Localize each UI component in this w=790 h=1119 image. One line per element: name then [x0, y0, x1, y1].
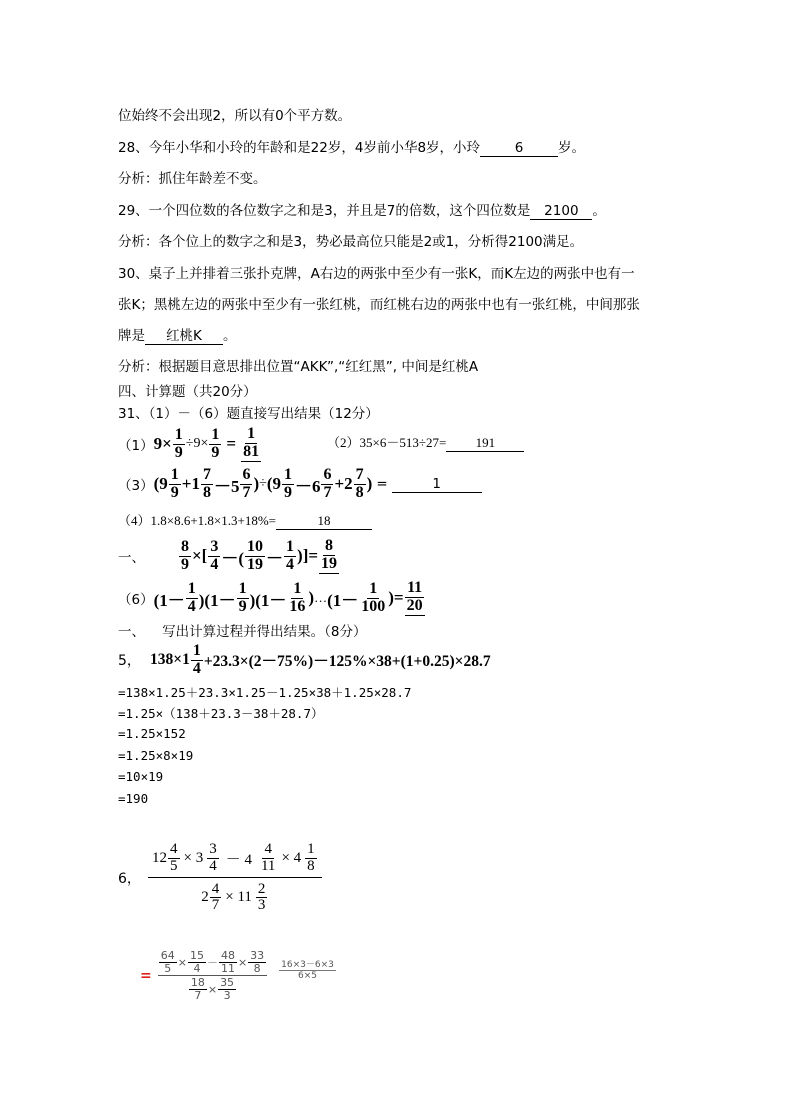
- fraction: [354, 467, 366, 502]
- numerator: 1: [192, 641, 201, 659]
- numerator: 18: [190, 976, 205, 990]
- denominator: 9: [181, 555, 189, 573]
- calc-2: [327, 432, 524, 452]
- numerator: 1: [187, 579, 196, 597]
- denominator: 11: [220, 961, 235, 975]
- denominator: 4: [210, 555, 219, 573]
- denominator: 7: [323, 483, 332, 501]
- answer-text: 191: [475, 435, 496, 450]
- item-label: 一、: [118, 550, 145, 566]
- problem-5: [118, 640, 491, 680]
- answer-fraction: [241, 426, 261, 462]
- calc-5: [118, 534, 340, 578]
- denominator: 3: [223, 988, 231, 1002]
- numerator: 4: [211, 880, 220, 897]
- math-expression: (1－ $\frac{1}{4}$ )(1－ $\frac{1}{9}$ )(1－ $\frac{1}{16}$ ) … (1－ $\frac{1}{100}$ )= $\frac{11}{20}$: [153, 579, 423, 615]
- numerator: 1: [293, 579, 302, 597]
- numerator: 6: [242, 465, 251, 483]
- denominator: 9: [238, 597, 247, 615]
- item-label: 6，: [118, 871, 141, 887]
- numerator: 2: [257, 880, 266, 897]
- fraction: [219, 950, 237, 974]
- main-denominator: [201, 878, 268, 915]
- answer-blank: [480, 140, 558, 157]
- fraction: [201, 467, 213, 502]
- item-label: （3）: [118, 478, 154, 494]
- denominator: 5: [170, 857, 178, 874]
- denominator: 9: [174, 443, 183, 461]
- math-expression: [150, 643, 491, 678]
- math-expression: (9 $\frac{1}{9}$ +1 $\frac{7}{8}$ －5 $\frac{6}{7}$ ) ÷ (9 $\frac{1}{9}$ －6 $\frac{6}{7}$ +2 $\frac{7}{8}$ ): [153, 465, 373, 501]
- question-text: 28、今年小华和小玲的年龄和是22岁，4岁前小华8岁，小玲: [118, 140, 481, 156]
- fraction: [207, 842, 219, 875]
- numerator: 1: [238, 579, 247, 597]
- fraction: [159, 950, 177, 974]
- question-29: [118, 199, 606, 220]
- fraction: [256, 882, 268, 915]
- math-term: 12: [152, 849, 167, 866]
- numerator: 8: [325, 537, 334, 555]
- numerator: 1: [174, 425, 183, 443]
- denominator: 7: [211, 897, 220, 914]
- answer-fraction: [319, 538, 339, 574]
- math-term: 9×: [153, 434, 172, 453]
- item-label: （6）: [118, 592, 154, 608]
- numerator: 7: [355, 465, 364, 483]
- denominator: $\frac{18}{7}$ × $\frac{35}{3}$: [190, 976, 235, 1002]
- numerator: 1: [286, 537, 295, 555]
- solution-step: =190: [118, 791, 149, 806]
- section-heading: 四、计算题（共20分）: [118, 384, 257, 400]
- denominator: 20: [406, 597, 423, 614]
- math-expression: $\frac{8}{9}$ ×[ $\frac{3}{4}$ －( $\frac{10}{19}$ － $\frac{1}{4}$ )]= $\frac{8}{19}$: [181, 537, 338, 573]
- side-note-fraction: [279, 957, 336, 981]
- fraction: [284, 539, 296, 574]
- denominator: 4: [193, 961, 201, 975]
- fraction: [179, 539, 191, 574]
- answer-blank: [145, 324, 223, 345]
- numerator: 1: [307, 841, 315, 857]
- denominator: 4: [286, 555, 295, 573]
- section-heading: 一、 写出计算过程并得出结果。（8分）: [118, 624, 367, 640]
- fraction: [186, 581, 198, 616]
- answer-blank: [392, 476, 482, 493]
- calc-4: [118, 510, 372, 530]
- denominator: 4: [187, 597, 196, 615]
- fraction: [210, 882, 222, 915]
- solution-step: =1.25×（138＋23.3－38＋28.7）: [118, 706, 324, 721]
- fraction: [168, 842, 180, 875]
- analysis-29: 分析：各个位上的数字之和是3，势必最高位只能是2或1，分析得2100满足。: [118, 234, 584, 250]
- answer-blank: [446, 435, 524, 452]
- answer-text: 红桃K: [166, 328, 202, 344]
- equals-sign: =: [376, 476, 388, 492]
- fraction: [305, 842, 317, 875]
- fraction: [189, 977, 207, 1001]
- denominator: 5: [164, 961, 172, 975]
- item-text: （4）1.8×8.6+1.8×1.3+18%=: [118, 513, 276, 528]
- text-line: 位始终不会出现2，所以有0个平方数。: [118, 108, 352, 124]
- fraction: [240, 467, 252, 502]
- solution-step: =1.25×152: [118, 726, 186, 741]
- numerator: 8: [181, 537, 189, 555]
- fraction: [259, 842, 277, 875]
- solution-step: =10×19: [118, 769, 164, 784]
- problem-6-fraction: [148, 842, 322, 914]
- denominator: 8: [355, 483, 364, 501]
- denominator: 11: [260, 857, 276, 874]
- question-28: [118, 136, 585, 157]
- math-term: × 4: [281, 849, 302, 866]
- analysis-30: 分析：根据题目意思排出位置“AKK”,“红红黑”, 中间是红桃A: [118, 359, 479, 375]
- denominator: 4: [209, 857, 217, 874]
- denominator: 19: [321, 555, 338, 572]
- question-30-line3: [118, 324, 237, 345]
- denominator: 6×5: [298, 970, 318, 981]
- math-term: 2: [201, 889, 209, 906]
- math-term: ÷9×: [185, 436, 209, 451]
- solution-step: =1.25×8×19: [118, 748, 194, 763]
- question-31: 31、（1）－（6）题直接写出结果（12分）: [118, 406, 379, 422]
- denominator: 7: [242, 483, 251, 501]
- denominator: 3: [257, 897, 266, 914]
- item-label: 5，: [118, 653, 141, 669]
- fraction: [245, 539, 265, 574]
- numerator: 3: [209, 841, 217, 857]
- answer-blank: [276, 513, 372, 530]
- math-term: － 4: [225, 851, 252, 868]
- math-term: × 11: [225, 889, 252, 906]
- math-term: × 3: [183, 849, 204, 866]
- denominator: 19: [247, 555, 264, 573]
- numerator: 15: [189, 949, 204, 962]
- fraction: [282, 467, 294, 502]
- numerator: 64: [160, 949, 175, 962]
- question-text: 岁。: [558, 140, 586, 156]
- solution-step: =138×1.25＋23.3×1.25－1.25×38＋1.25×28.7: [118, 685, 412, 700]
- problem-6-answer: [140, 950, 336, 1001]
- ellipsis: …: [314, 590, 328, 605]
- answer-blank: [530, 203, 592, 220]
- question-text: 29、一个四位数的各位数字之和是3，并且是7的倍数，这个四位数是: [118, 203, 531, 219]
- numerator: 1: [170, 465, 179, 483]
- denominator: 8: [202, 483, 211, 501]
- numerator: 1: [247, 425, 256, 443]
- numerator: 33: [250, 949, 265, 962]
- question-30-line2: 张K；黑桃左边的两张中至少有一张红桃，而红桃右边的两张中也有一张红桃，中间那张: [118, 297, 640, 313]
- question-text: 。: [223, 328, 237, 344]
- fraction: [248, 950, 266, 974]
- answer-fraction: [158, 950, 267, 1001]
- fraction: [218, 977, 236, 1001]
- numerator: 10: [247, 537, 264, 555]
- denominator: 4: [192, 659, 201, 677]
- fraction: [209, 427, 221, 462]
- numerator: 11: [407, 579, 423, 597]
- analysis-28: 分析：抓住年龄差不变。: [118, 171, 267, 187]
- numerator: 16×3－6×3: [279, 957, 336, 971]
- denominator: 81: [243, 443, 260, 460]
- fraction: [208, 539, 220, 574]
- denominator: 16: [289, 597, 306, 615]
- item-label: （1）: [118, 438, 154, 454]
- answer-text: 1: [432, 475, 441, 492]
- question-30-line1: 30、桌子上并排着三张扑克牌，A右边的两张中至少有一张K，而K左边的两张中也有一: [118, 266, 635, 282]
- math-term: +23.3×(2－75%)－125%×38+(1+0.25)×28.7: [203, 653, 491, 670]
- denominator: 8: [307, 857, 315, 874]
- fraction: [188, 950, 206, 974]
- calc-6: [118, 576, 426, 620]
- denominator: 100: [361, 597, 386, 615]
- fraction: [191, 643, 203, 678]
- fraction: [321, 467, 333, 502]
- calc-3: [118, 462, 482, 506]
- fraction: [287, 581, 307, 616]
- fraction: [359, 581, 387, 616]
- denominator: 8: [253, 961, 261, 975]
- numerator: 48: [220, 949, 235, 962]
- math-expression: [154, 426, 262, 462]
- fraction: [169, 467, 181, 502]
- answer-text: 2100: [544, 203, 579, 219]
- equals-sign: =: [140, 967, 152, 984]
- denominator: 7: [194, 988, 202, 1002]
- denominator: 9: [170, 483, 179, 501]
- numerator: 6: [323, 465, 332, 483]
- numerator: 1: [369, 579, 378, 597]
- answer-text: 6: [514, 140, 524, 156]
- math-term: 138×1: [150, 651, 190, 668]
- calc-1: [118, 424, 262, 464]
- fraction: [237, 581, 249, 616]
- answer-text: 18: [317, 513, 331, 528]
- numerator: 3: [210, 537, 219, 555]
- equals-sign: =: [226, 434, 237, 453]
- question-text: 牌是: [118, 328, 145, 344]
- numerator: 1: [283, 465, 292, 483]
- numerator: 4: [264, 841, 272, 857]
- numerator: 1: [211, 425, 220, 443]
- fraction: [173, 427, 185, 462]
- numerator: 35: [220, 976, 235, 990]
- answer-fraction: [405, 580, 425, 616]
- denominator: 9: [211, 443, 220, 461]
- numerator: 7: [202, 465, 211, 483]
- question-text: 。: [592, 203, 606, 219]
- item-text: （2）35×6－513÷27=: [327, 435, 447, 450]
- numerator: $\frac{64}{5}$ × $\frac{15}{4}$ － $\frac{48}{11}$ × $\frac{33}{8}$: [158, 950, 267, 976]
- main-numerator: [148, 842, 322, 878]
- denominator: 9: [283, 483, 292, 501]
- numerator: 4: [170, 841, 178, 857]
